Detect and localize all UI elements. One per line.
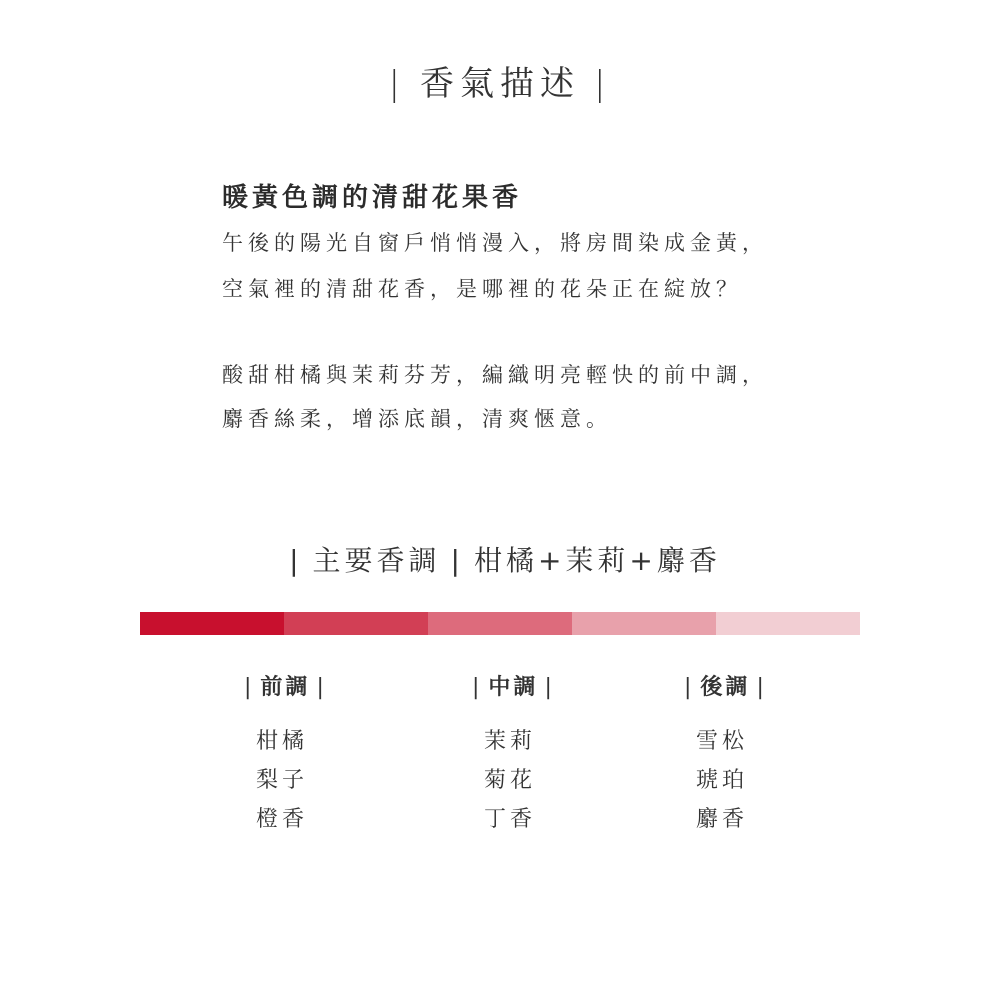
color-gradient-bar	[140, 612, 860, 635]
description-line-4: 麝香絲柔，增添底韻，清爽愜意。	[222, 407, 612, 431]
description-line-3: 酸甜柑橘與茉莉芬芳，編織明亮輕快的前中調，	[222, 363, 768, 387]
base-notes-heading	[678, 672, 878, 704]
color-segment-1	[140, 612, 284, 635]
top-note-item: 梨子	[256, 768, 309, 793]
top-notes-bar-left: |	[244, 675, 255, 700]
main-notes-bar-mid: |	[450, 544, 464, 577]
base-notes-column	[678, 672, 878, 839]
main-notes-label: 主要香調	[312, 544, 441, 577]
middle-notes-bar-left: |	[472, 675, 483, 700]
top-notes-heading	[238, 672, 438, 704]
title-text: 香氣描述	[420, 64, 580, 104]
main-notes-bar-left: |	[289, 544, 303, 577]
middle-notes-label: 中調	[488, 675, 539, 700]
middle-notes-column	[466, 672, 666, 839]
title-bar-right: |	[594, 64, 612, 104]
base-notes-bar-left: |	[684, 675, 695, 700]
main-notes-value: 柑橘+茉莉+麝香	[473, 544, 721, 577]
description-heading: 暖黃色調的清甜花果香	[222, 183, 523, 213]
base-notes-label: 後調	[700, 675, 751, 700]
base-notes-bar-right: |	[756, 675, 767, 700]
middle-notes-bar-right: |	[544, 675, 555, 700]
base-note-item: 琥珀	[696, 768, 749, 793]
middle-note-item: 茉莉	[484, 729, 537, 754]
top-note-item: 柑橘	[256, 729, 309, 754]
color-segment-3	[428, 612, 572, 635]
middle-notes-heading	[466, 672, 666, 704]
color-segment-2	[284, 612, 428, 635]
top-notes-column	[238, 672, 438, 839]
top-notes-label: 前調	[260, 675, 311, 700]
top-note-item: 橙香	[256, 807, 309, 832]
base-note-item: 麝香	[696, 807, 749, 832]
base-note-item: 雪松	[696, 729, 749, 754]
page-title	[0, 62, 1000, 106]
color-segment-4	[572, 612, 716, 635]
middle-note-item: 菊花	[484, 768, 537, 793]
color-segment-5	[716, 612, 860, 635]
middle-notes-list	[466, 722, 666, 839]
base-notes-list	[678, 722, 878, 839]
description-line-2: 空氣裡的清甜花香，是哪裡的花朵正在綻放？	[222, 277, 742, 301]
description-line-1: 午後的陽光自窗戶悄悄漫入，將房間染成金黃，	[222, 231, 768, 255]
top-notes-list	[238, 722, 438, 839]
title-bar-left: |	[388, 64, 406, 104]
middle-note-item: 丁香	[484, 807, 537, 832]
top-notes-bar-right: |	[316, 675, 327, 700]
main-notes-heading	[0, 540, 1000, 582]
